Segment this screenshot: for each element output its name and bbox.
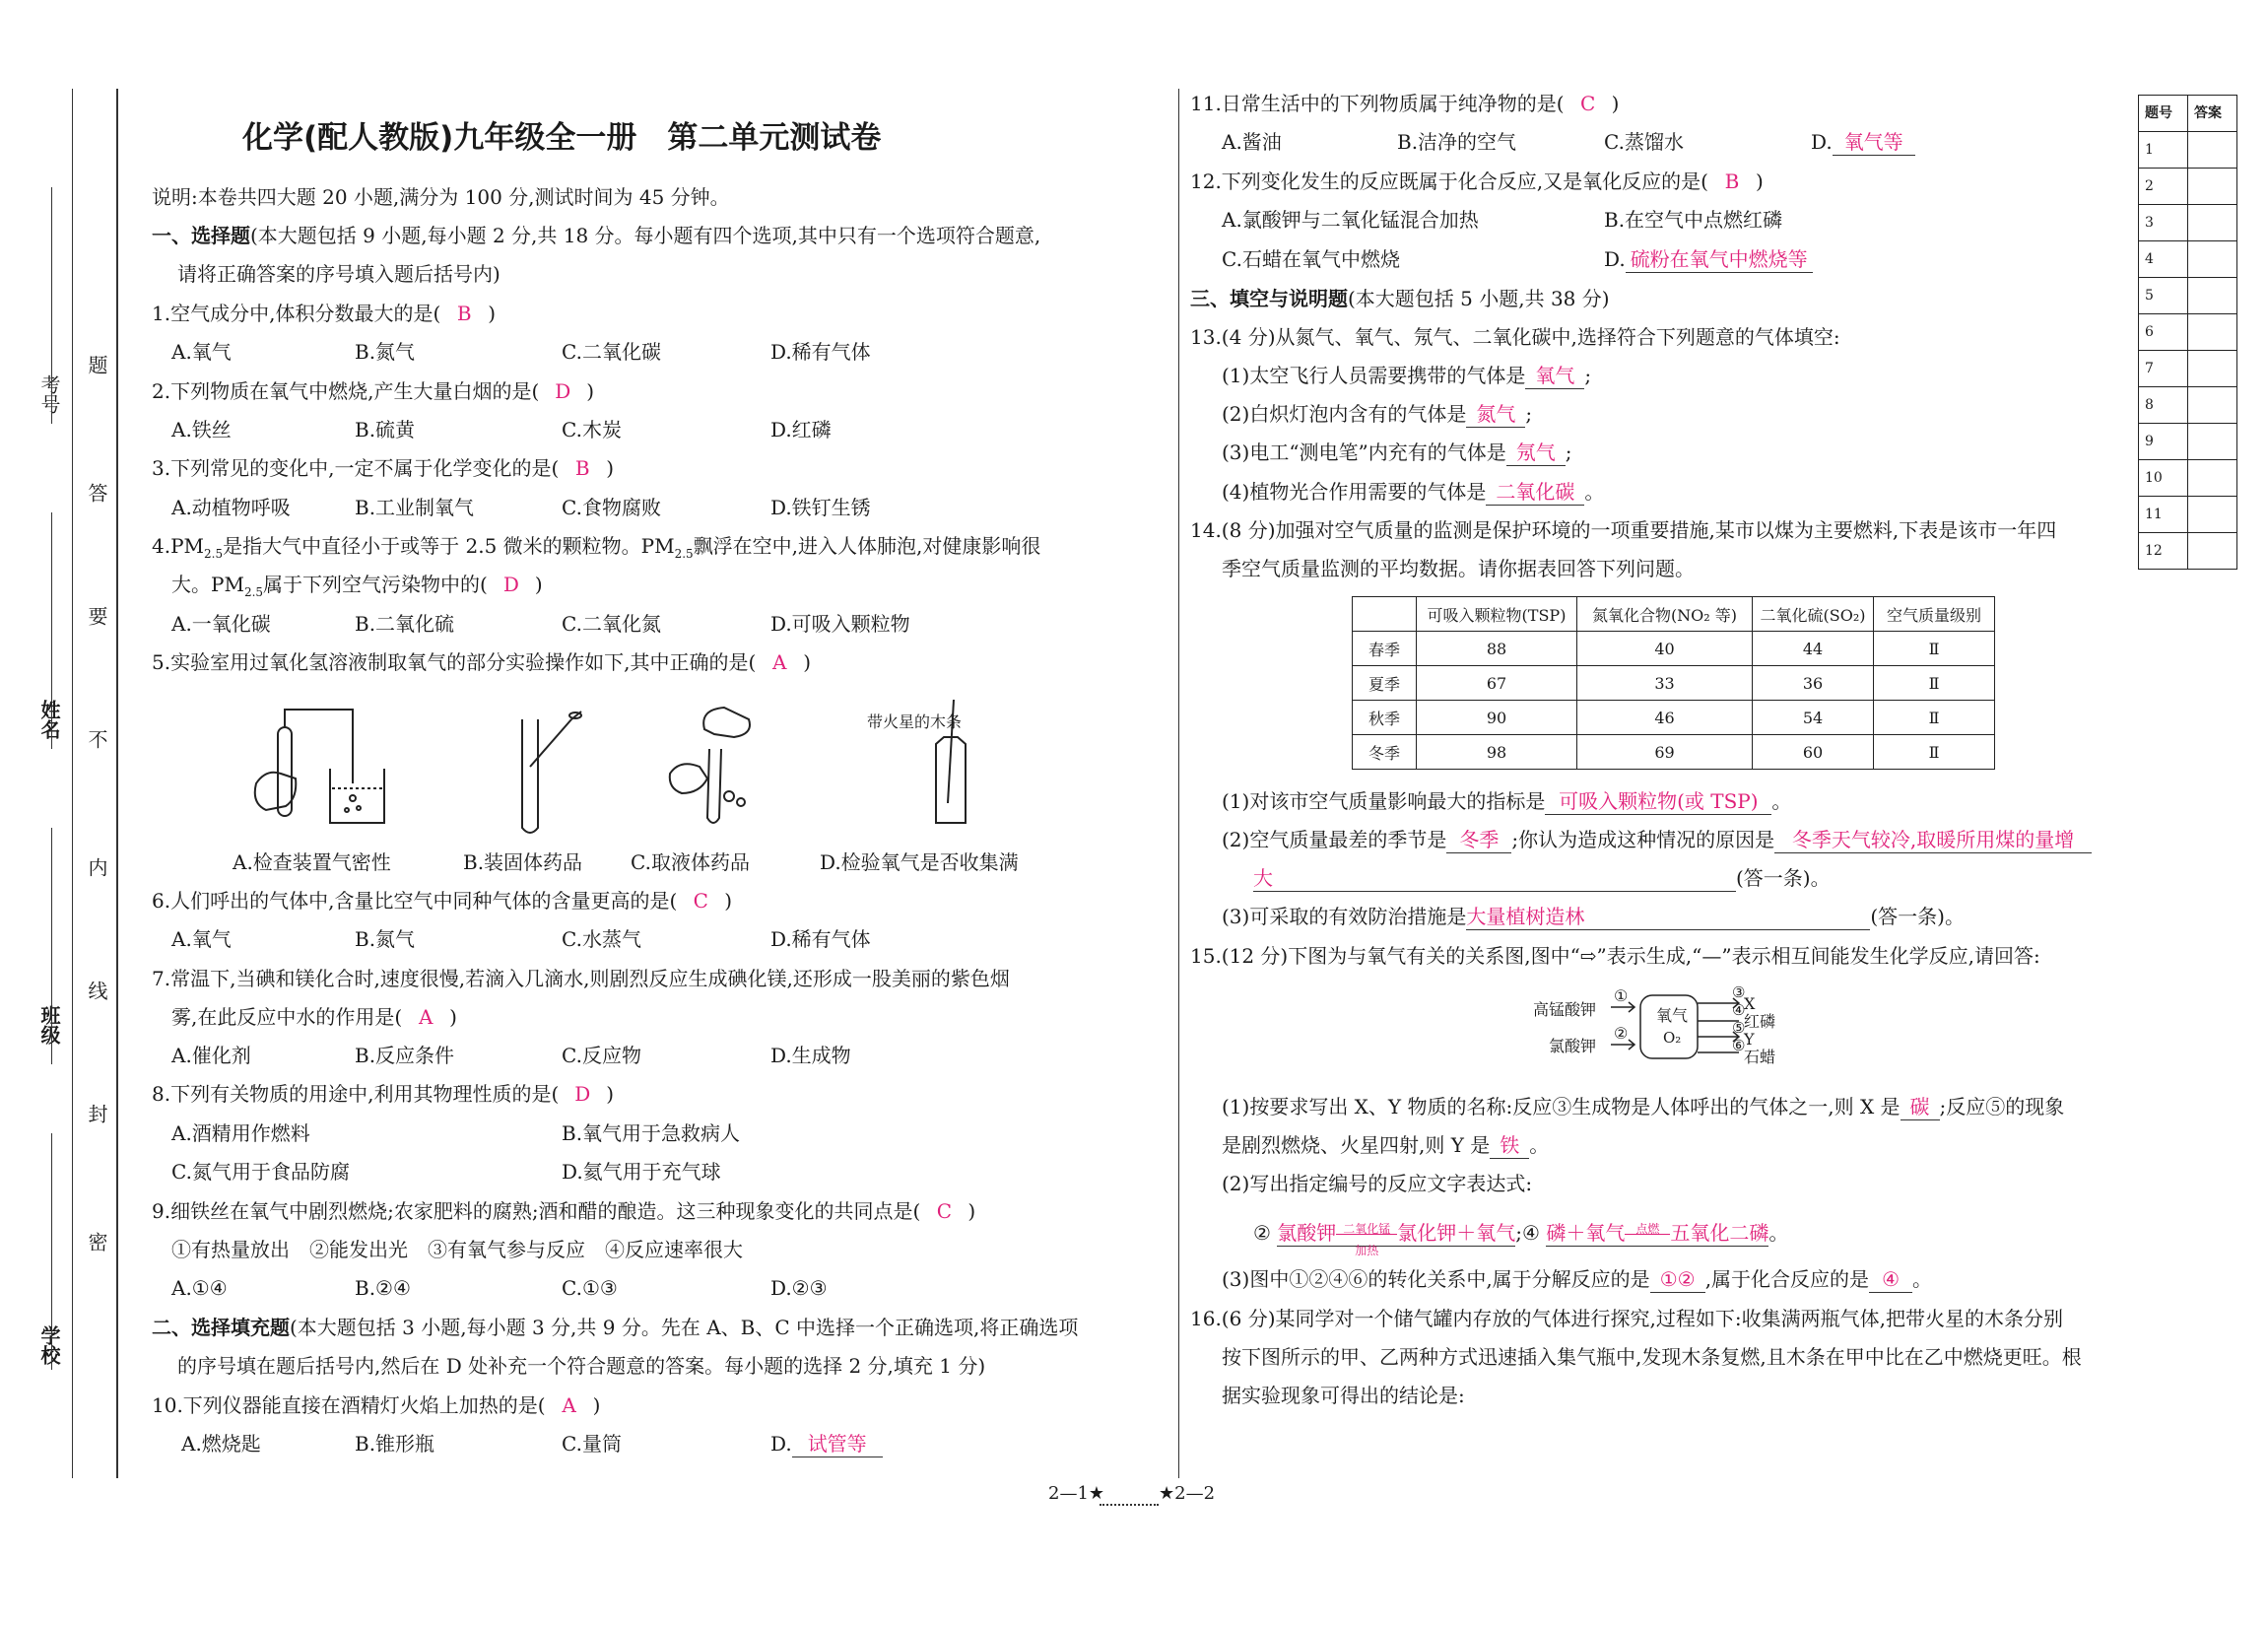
answer-grid-cell[interactable] xyxy=(2188,278,2237,314)
q10-option-b: B.锥形瓶 xyxy=(355,1432,435,1456)
table-row xyxy=(1353,701,1995,735)
q12-option-a: A.氯酸钾与二氧化锰混合加热 xyxy=(1222,208,1479,232)
name-field[interactable] xyxy=(51,512,52,749)
answer-grid-no: 3 xyxy=(2139,205,2188,241)
q15-answer-y: 铁 xyxy=(1490,1132,1529,1159)
exam-no-label: 考号 xyxy=(37,374,61,414)
q15-equations: ② 氯酸钾 二氧化锰 加热 氯化钾＋氧气;④ 磷＋氧气 点燃 五氧化二磷。 xyxy=(1253,1221,1789,1257)
q3-option-d: D.铁钉生锈 xyxy=(770,496,871,519)
diagram-n1: ① xyxy=(1614,986,1629,1005)
binding-line-inner xyxy=(116,89,118,1478)
table-cell: 33 xyxy=(1577,666,1753,701)
table-cell: Ⅱ xyxy=(1874,666,1995,701)
q5-glowing-splint-label: 带火星的木条 xyxy=(867,712,963,731)
table-cell: 54 xyxy=(1753,701,1874,735)
q9-stem: 9.细铁丝在氧气中剧烈燃烧;农家肥料的腐熟;酒和醋的酿造。这三种现象变化的共同点是( C ) xyxy=(152,1199,976,1223)
diagram-x: X xyxy=(1744,994,1756,1013)
table-cell: 88 xyxy=(1417,632,1577,666)
q11-option-c: C.蒸馏水 xyxy=(1604,130,1684,154)
table-cell: 98 xyxy=(1417,735,1577,770)
q13-part1: (1)太空飞行人员需要携带的气体是 氧气 ; xyxy=(1222,364,1592,387)
answer-grid-cell[interactable] xyxy=(2188,387,2237,424)
answer-grid-row xyxy=(2139,278,2237,314)
intro: 说明:本卷共四大题 20 小题,满分为 100 分,测试时间为 45 分钟。 xyxy=(152,185,730,209)
page-number-right: ★2—2 xyxy=(1159,1483,1216,1504)
answer-grid-cell[interactable] xyxy=(2188,169,2237,205)
answer-grid-cell[interactable] xyxy=(2188,533,2237,570)
answer-grid-row xyxy=(2139,497,2237,533)
table-cell: 69 xyxy=(1577,735,1753,770)
table-cell: Ⅱ xyxy=(1874,735,1995,770)
table-header-cell: 氮氧化合物(NO₂ 等) xyxy=(1577,597,1753,632)
answer-grid-row xyxy=(2139,533,2237,570)
q6-option-b: B.氮气 xyxy=(355,927,416,951)
q2-option-c: C.木炭 xyxy=(562,418,622,441)
q4-option-c: C.二氧化氮 xyxy=(562,612,661,636)
q12-option-c: C.石蜡在氧气中燃烧 xyxy=(1222,247,1400,271)
q5-option-a: A.检查装置气密性 xyxy=(233,850,391,874)
q10-option-d: D. 试管等 xyxy=(770,1431,883,1457)
answer-grid-no: 4 xyxy=(2139,241,2188,278)
q9-option-a: A.①④ xyxy=(171,1276,228,1300)
table-header-row xyxy=(1353,597,1995,632)
q7-line1: 7.常温下,当碘和镁化合时,速度很慢,若滴入几滴水,则剧烈反应生成碘化镁,还形成一股美丽的紫色烟 xyxy=(152,967,1010,990)
answer-grid-cell[interactable] xyxy=(2188,424,2237,460)
seal-char: 题 xyxy=(85,355,108,374)
q3-stem: 3.下列常见的变化中,一定不属于化学变化的是( B ) xyxy=(152,456,615,480)
q9-option-c: C.①③ xyxy=(562,1276,618,1300)
table-header-cell: 二氧化硫(SO₂) xyxy=(1753,597,1874,632)
section-2-desc: 的序号填在题后括号内,然后在 D 处补充一个符合题意的答案。每小题的选择 2 分,填充 1 分) xyxy=(177,1354,986,1378)
table-cell: 春季 xyxy=(1353,632,1417,666)
table-cell: 67 xyxy=(1417,666,1577,701)
q8-option-c: C.氮气用于食品防腐 xyxy=(171,1160,350,1184)
test-tube-illustration xyxy=(522,711,581,833)
section-3-header: 三、填空与说明题(本大题包括 5 小题,共 38 分) xyxy=(1190,287,1610,310)
answer-grid-row xyxy=(2139,351,2237,387)
answer-grid-no: 7 xyxy=(2139,351,2188,387)
answer-grid-no: 10 xyxy=(2139,460,2188,497)
q16-line2: 按下图所示的甲、乙两种方式迅速插入集气瓶中,发现木条复燃,且木条在甲中比在乙中燃烧更旺。根 xyxy=(1222,1345,2082,1369)
q9-option-d: D.②③ xyxy=(770,1276,828,1300)
q10-option-c: C.量筒 xyxy=(562,1432,622,1456)
q16-line1: 16.(6 分)某同学对一个储气罐内存放的气体进行探究,过程如下:收集满两瓶气体,把带火星的木条分别 xyxy=(1190,1307,2063,1330)
table-row xyxy=(1353,735,1995,770)
answer-grid-cell[interactable] xyxy=(2188,241,2237,278)
q6-option-d: D.稀有气体 xyxy=(770,927,871,951)
diagram-y: Y xyxy=(1744,1030,1755,1049)
table-cell: 44 xyxy=(1753,632,1874,666)
q10-option-a: A.燃烧匙 xyxy=(181,1432,261,1456)
q6-answer: C xyxy=(693,889,708,913)
q3-option-b: B.工业制氧气 xyxy=(355,496,475,519)
diagram-kmno4-label: 高锰酸钾 xyxy=(1533,1000,1597,1019)
answer-grid-cell[interactable] xyxy=(2188,460,2237,497)
seal-char: 密 xyxy=(85,1232,108,1252)
q11-option-a: A.酱油 xyxy=(1222,130,1282,154)
q9-answer: C xyxy=(936,1199,953,1223)
answer-grid-row xyxy=(2139,169,2237,205)
table-cell: 90 xyxy=(1417,701,1577,735)
q6-option-a: A.氧气 xyxy=(171,927,232,951)
q15-answer-x: 碳 xyxy=(1901,1094,1940,1120)
diagram-n3: ③ xyxy=(1732,983,1746,1001)
q14-answer-2: 冬季 xyxy=(1446,827,1511,853)
q13-answer-1: 氧气 xyxy=(1525,363,1584,389)
q12-option-b: B.在空气中点燃红磷 xyxy=(1604,208,1783,232)
diagram-n2: ② xyxy=(1614,1024,1629,1043)
q15-part1: (1)按要求写出 X、Y 物质的名称:反应③生成物是人体呼出的气体之一,则 X 是 碳 ;反应⑤的现象 xyxy=(1222,1095,2065,1118)
q3-option-c: C.食物腐败 xyxy=(562,496,661,519)
table-cell: 46 xyxy=(1577,701,1753,735)
q7-option-a: A.催化剂 xyxy=(171,1044,251,1067)
q2-stem: 2.下列物质在氧气中燃烧,产生大量白烟的是( D ) xyxy=(152,379,595,403)
q3-answer: B xyxy=(574,456,590,480)
q13-answer-3: 氖气 xyxy=(1506,440,1566,466)
q8-option-d: D.氦气用于充气球 xyxy=(562,1160,721,1184)
q8-option-a: A.酒精用作燃料 xyxy=(171,1121,310,1145)
q14-answer-2b: 冬季天气较冷,取暖所用煤的量增 xyxy=(1774,827,2092,853)
answer-grid xyxy=(2138,95,2237,570)
air-quality-table xyxy=(1352,596,1995,770)
q13-part3: (3)电工“测电笔”内充有的气体是 氖气 ; xyxy=(1222,440,1572,464)
q2-option-d: D.红磷 xyxy=(770,418,832,441)
answer-grid-cell[interactable] xyxy=(2188,132,2237,169)
footer-dots xyxy=(1100,1504,1159,1506)
q2-option-b: B.硫黄 xyxy=(355,418,416,441)
answer-grid-header xyxy=(2139,96,2237,132)
q2-answer: D xyxy=(555,379,571,403)
school-label: 学校 xyxy=(37,1325,61,1365)
seal-char: 内 xyxy=(85,857,108,877)
table-cell: 60 xyxy=(1753,735,1874,770)
q4-line2: 大。$PM_{2.5}$属于下列空气污染物中的( D ) xyxy=(171,573,543,599)
q14-line1: 14.(8 分)加强对空气质量的监测是保护环境的一项重要措施,某市以煤为主要燃料,下表是该市一年四 xyxy=(1190,518,2057,542)
answer-grid-cell[interactable] xyxy=(2188,314,2237,351)
q13-part4: (4)植物光合作用需要的气体是 二氧化碳 。 xyxy=(1222,480,1605,504)
q14-line2: 季空气质量监测的平均数据。请你据表回答下列问题。 xyxy=(1222,557,1695,580)
answer-grid-row xyxy=(2139,424,2237,460)
q11-option-d: D. 氧气等 xyxy=(1811,129,1915,156)
table-header-cell xyxy=(1353,597,1417,632)
q8-option-b: B.氧气用于急救病人 xyxy=(562,1121,741,1145)
q15-part1-cont: 是剧烈燃烧、火星四射,则 Y 是 铁 。 xyxy=(1222,1133,1550,1157)
seal-char: 不 xyxy=(85,729,108,749)
diagram-kclo3-label: 氯酸钾 xyxy=(1549,1037,1597,1055)
answer-grid-row xyxy=(2139,314,2237,351)
q10-fill-answer: 试管等 xyxy=(792,1431,883,1457)
q14-part1: (1)对该市空气质量影响最大的指标是 可吸入颗粒物(或 TSP) 。 xyxy=(1222,789,1792,813)
diagram-n4: ④ xyxy=(1732,1001,1746,1019)
q12-answer: B xyxy=(1724,169,1740,193)
q6-option-c: C.水蒸气 xyxy=(562,927,641,951)
diagram-red-phosphorus: 红磷 xyxy=(1744,1012,1776,1031)
diagram-o2-formula: O₂ xyxy=(1663,1029,1682,1047)
answer-grid-row xyxy=(2139,460,2237,497)
q12-stem: 12.下列变化发生的反应既属于化合反应,又是氧化反应的是( B ) xyxy=(1190,169,1764,193)
q12-fill-answer: 硫粉在氧气中燃烧等 xyxy=(1626,246,1813,273)
q5-option-b: B.装固体药品 xyxy=(463,850,583,874)
section-1-desc: 请将正确答案的序号填入题后括号内) xyxy=(177,262,500,286)
answer-grid-row xyxy=(2139,205,2237,241)
q7-option-b: B.反应条件 xyxy=(355,1044,455,1067)
answer-grid-no: 6 xyxy=(2139,314,2188,351)
answer-grid-no: 1 xyxy=(2139,132,2188,169)
q12-option-d: D. 硫粉在氧气中燃烧等 xyxy=(1604,246,1813,273)
q1-option-c: C.二氧化碳 xyxy=(562,340,661,364)
q4-line1: $4.PM_{2.5}$是指大气中直径小于或等于 2.5 微米的颗粒物。$PM_{2.5}$飘浮在空中,进入人体肺泡,对健康影响很 xyxy=(152,534,1041,561)
q11-fill-answer: 氧气等 xyxy=(1833,129,1915,156)
class-field[interactable] xyxy=(51,828,52,1064)
q14-part3: (3)可采取的有效防治措施是大量植树造林 (答一条)。 xyxy=(1222,905,1965,928)
seal-char: 线 xyxy=(85,981,108,1000)
q5-stem: 5.实验室用过氧化氢溶液制取氧气的部分实验操作如下,其中正确的是( A ) xyxy=(152,650,812,674)
answer-grid-no: 5 xyxy=(2139,278,2188,314)
table-cell: 夏季 xyxy=(1353,666,1417,701)
table-header-cell: 可吸入颗粒物(TSP) xyxy=(1417,597,1577,632)
q7-option-d: D.生成物 xyxy=(770,1044,851,1067)
table-cell: 冬季 xyxy=(1353,735,1417,770)
q15-part3: (3)图中①②④⑥的转化关系中,属于分解反应的是 ①② ,属于化合反应的是 ④ 。 xyxy=(1222,1267,1933,1291)
q7-answer: A xyxy=(418,1005,434,1029)
q4-option-d: D.可吸入颗粒物 xyxy=(770,612,910,636)
answer-grid-cell[interactable] xyxy=(2188,205,2237,241)
q14-part2: (2)空气质量最差的季节是 冬季 ;你认为造成这种情况的原因是 冬季天气较冷,取暖所用煤的量增 xyxy=(1222,827,2092,853)
q15-stem: 15.(12 分)下图为与氧气有关的关系图,图中“⇨”表示生成,“—”表示相互间能发生化学反应,请回答: xyxy=(1190,944,2040,968)
answer-grid-no: 9 xyxy=(2139,424,2188,460)
q5-option-d: D.检验氧气是否收集满 xyxy=(820,850,1019,874)
table-cell: 40 xyxy=(1577,632,1753,666)
q5-option-c: C.取液体药品 xyxy=(631,850,750,874)
answer-grid-no: 8 xyxy=(2139,387,2188,424)
q13-part2: (2)白炽灯泡内含有的气体是 氮气 ; xyxy=(1222,402,1533,426)
answer-grid-no: 11 xyxy=(2139,497,2188,533)
diagram-o2-label: 氧气 xyxy=(1656,1006,1689,1025)
q11-option-b: B.洁净的空气 xyxy=(1397,130,1517,154)
table-cell: 秋季 xyxy=(1353,701,1417,735)
q4-option-b: B.二氧化硫 xyxy=(355,612,455,636)
school-field[interactable] xyxy=(51,1133,52,1370)
seal-char: 要 xyxy=(85,606,108,626)
q15-answer-combination: ④ xyxy=(1869,1266,1912,1293)
q3-option-a: A.动植物呼吸 xyxy=(171,496,291,519)
q16-line3: 据实验现象可得出的结论是: xyxy=(1222,1384,1465,1407)
q4-answer: D xyxy=(502,573,519,596)
q14-answer-1: 可吸入颗粒物(或 TSP) xyxy=(1545,788,1771,815)
q1-option-d: D.稀有气体 xyxy=(770,340,871,364)
q7-option-c: C.反应物 xyxy=(562,1044,641,1067)
page-title: 化学(配人教版)九年级全一册 第二单元测试卷 xyxy=(242,120,882,156)
pouring-liquid-illustration xyxy=(670,708,750,823)
airtight-check-illustration xyxy=(255,710,384,823)
section-1-header: 一、选择题(本大题包括 9 小题,每小题 2 分,共 18 分。每小题有四个选项,其中只有一个选项符合题意, xyxy=(152,224,1041,247)
exam-no-field[interactable] xyxy=(51,187,52,424)
diagram-n5: ⑤ xyxy=(1732,1019,1746,1037)
q13-stem: 13.(4 分)从氮气、氧气、氖气、二氧化碳中,选择符合下列题意的气体填空: xyxy=(1190,325,1840,349)
q1-option-a: A.氧气 xyxy=(171,340,232,364)
diagram-n6: ⑥ xyxy=(1732,1037,1746,1054)
q9-statements: ①有热量放出 ②能发出光 ③有氧气参与反应 ④反应速率很大 xyxy=(171,1238,743,1261)
q2-option-a: A.铁丝 xyxy=(171,418,232,441)
q1-stem: 1.空气成分中,体积分数最大的是( B ) xyxy=(152,302,497,325)
table-cell: Ⅱ xyxy=(1874,701,1995,735)
name-label: 姓名 xyxy=(37,700,61,739)
q1-option-b: B.氮气 xyxy=(355,340,416,364)
q10-answer: A xyxy=(562,1393,576,1417)
table-cell: Ⅱ xyxy=(1874,632,1995,666)
table-header-cell: 空气质量级别 xyxy=(1874,597,1995,632)
q11-answer: C xyxy=(1579,92,1596,115)
q11-stem: 11.日常生活中的下列物质属于纯净物的是( C ) xyxy=(1190,92,1620,115)
q7-line2: 雾,在此反应中水的作用是( A ) xyxy=(171,1005,457,1029)
q14-answer-2c: 大 xyxy=(1253,865,1736,892)
q9-option-b: B.②④ xyxy=(355,1276,411,1300)
q5-answer: A xyxy=(772,650,787,674)
answer-grid-row xyxy=(2139,132,2237,169)
q14-part2-cont: 大 (答一条)。 xyxy=(1253,866,1831,890)
class-label: 班级 xyxy=(37,1005,61,1045)
answer-grid-row xyxy=(2139,241,2237,278)
answer-grid-no: 2 xyxy=(2139,169,2188,205)
q14-answer-3: 大量植树造林 xyxy=(1466,904,1870,930)
answer-grid-row xyxy=(2139,387,2237,424)
q13-answer-2: 氮气 xyxy=(1466,401,1525,428)
page-number-left: 2—1★ xyxy=(1048,1483,1105,1504)
q13-answer-4: 二氧化碳 xyxy=(1486,479,1584,506)
answer-grid-header-ans: 答案 xyxy=(2188,96,2237,132)
answer-grid-no: 12 xyxy=(2139,533,2188,570)
q1-answer: B xyxy=(456,302,472,325)
q8-stem: 8.下列有关物质的用途中,利用其物理性质的是( D ) xyxy=(152,1082,615,1106)
q8-answer: D xyxy=(574,1082,591,1106)
binding-line-outer xyxy=(72,89,73,1478)
answer-grid-cell[interactable] xyxy=(2188,351,2237,387)
table-row xyxy=(1353,666,1995,701)
answer-grid-header-no: 题号 xyxy=(2139,96,2188,132)
table-cell: 36 xyxy=(1753,666,1874,701)
seal-char: 答 xyxy=(85,483,108,503)
diagram-paraffin: 石蜡 xyxy=(1744,1048,1776,1066)
q6-stem: 6.人们呼出的气体中,含量比空气中同种气体的含量更高的是( C ) xyxy=(152,889,733,913)
answer-grid-cell[interactable] xyxy=(2188,497,2237,533)
q15-part2: (2)写出指定编号的反应文字表达式: xyxy=(1222,1172,1533,1195)
column-divider xyxy=(1178,89,1179,1478)
table-row xyxy=(1353,632,1995,666)
q10-stem: 10.下列仪器能直接在酒精灯火焰上加热的是( A ) xyxy=(152,1393,601,1417)
q15-answer-decomposition: ①② xyxy=(1650,1266,1705,1293)
section-2-header: 二、选择填充题(本大题包括 3 小题,每小题 3 分,共 9 分。先在 A、B、C 中选择一个正确选项,将正确选项 xyxy=(152,1316,1079,1339)
q4-option-a: A.一氧化碳 xyxy=(171,612,271,636)
seal-char: 封 xyxy=(85,1104,108,1123)
